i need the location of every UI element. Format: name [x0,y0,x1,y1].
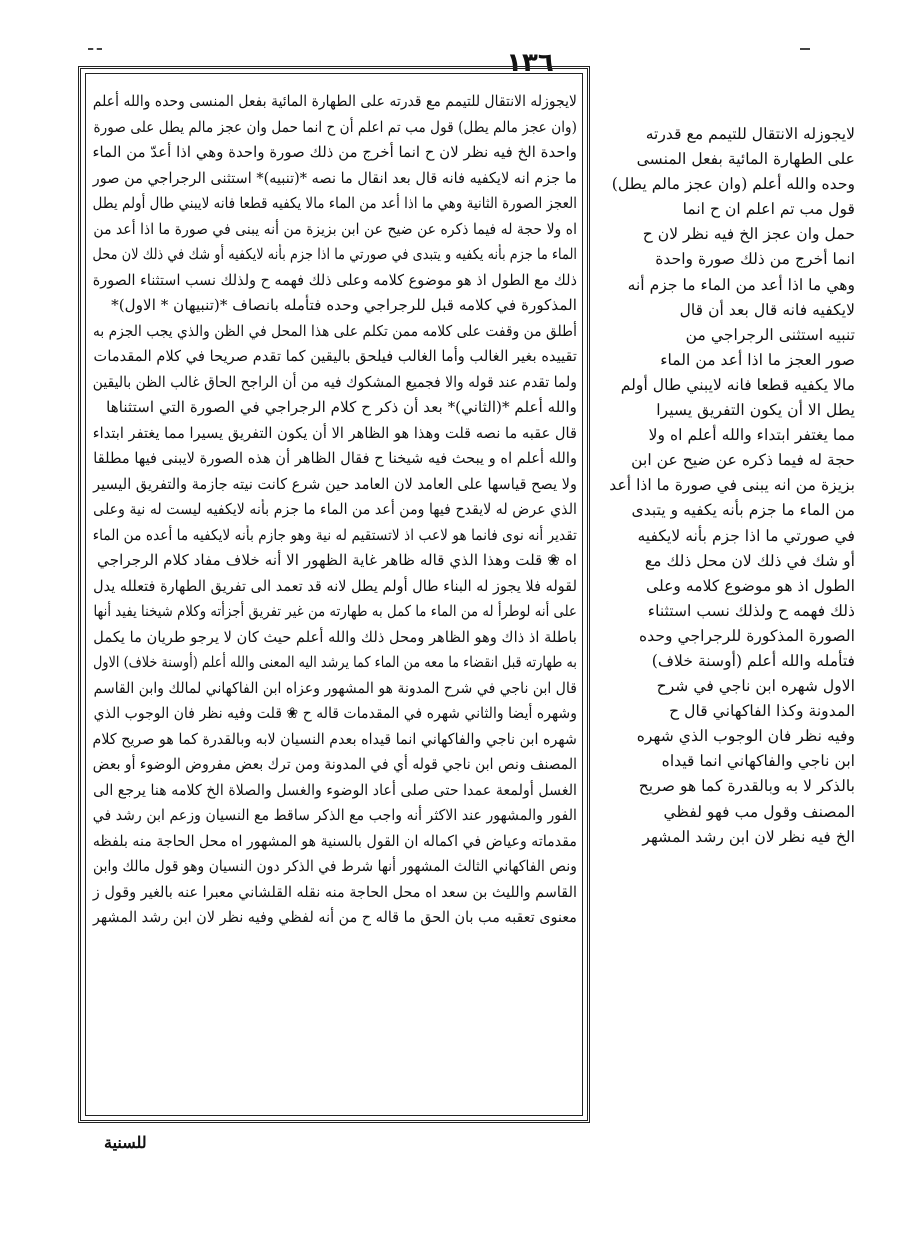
commentary-line: مما يغتفر ابتداء والله أعلم اه ولا [648,426,855,445]
main-text-line: اه ولا حجة له فيما ذكره عن ضيح عن ابن بزيزة من أنه يبنى في صورة ما اذا أعد من [93,219,577,238]
commentary-line: بالذكر لا به وبالقدرة كما هو صريح [638,777,855,796]
catchword: للسنية [104,1133,147,1152]
main-text-line: الذي عرض له لايقدح فيها ومن أعد من الماء ما جزم بأنه لايكفيه ليست له نية وعلى [93,500,577,518]
main-text-line: ما جزم انه لايكفيه فانه قال بعد انقال ما نصه *(تنبيه)* استثنى الرجراجي من صور [92,168,577,187]
main-text-line: المصنف ونص ابن ناجي قوله أي في المدونة ومن ترك بعض مفروض الوضوء أو بعض [92,755,578,773]
commentary-line: لايكفيه فانه قال بعد أن قال [679,300,855,319]
commentary-line: انما أخرج من ذلك صورة واحدة [655,250,855,269]
top-right-dash [800,48,810,50]
commentary-line: حمل وان عجز الخ فيه نظر لان ح [642,225,855,244]
commentary-line: الصورة المذكورة للرجراجي وحده [639,626,855,645]
main-text-frame [78,66,590,1123]
main-text-line: معنوى تعقبه مب بان الحق ما قاله ح من أنه لفظي وفيه نظر لان ابن رشد المشهر [92,908,577,926]
commentary-line: المصنف وقول مب فهو لفظي [663,802,855,821]
main-text-line: مقدماته وعياض في اكماله ان القول بالسنية هو المشهور اه محل الحاجة منه بلفظه [92,831,577,850]
commentary-line: وفيه نظر فان الوجوب الذي شهره [636,727,855,746]
commentary-line: يطل الا أن يكون التفريق يسيرا [656,401,855,420]
main-text-line: الغسل أولمعة عمدا حتى صلى أعاد الوضوء والغسل والصلاة الخ كلامه هنا يرجع الى [93,780,577,799]
main-text-line: ونص الفاكهاني الثالث المشهور أنها شرط في الذكر دون النسيان وهو قول مالك وابن [92,857,577,875]
commentary-line: وحده والله أعلم (وان عجز مالم يطل) [611,175,855,194]
top-left-dash [88,48,102,50]
main-text-line: العجز الصورة الثانية وهي ما اذا أعد من الماء مالا يكفيه قطعا فانه لايبني طال أولم يطل [92,194,577,212]
commentary-line: الخ فيه نظر لان ابن رشد المشهر [642,827,855,846]
main-text-line: تقييده بغير الغالب وأما الغالب فيلحق باليقين كما تقدم صريحا في كلام المقدمات [93,347,577,365]
main-text-line: قال ابن ناجي في شرح المدونة هو المشهور وعزاه ابن الفاكهاني لمالك وابن القاسم [93,678,577,697]
main-text-line: واحدة الخ فيه نظر لان ح انما أخرج من ذلك صورة واحدة وهي اذا أعدّ من الماء [92,143,577,161]
main-text-block [93,89,577,1108]
commentary-line: في صورتي ما اذا جزم بأنه لايكفيه [637,526,855,545]
commentary-line: وهي ما اذا أعد من الماء ما جزم أنه [627,275,855,294]
commentary-line: الاول شهره ابن ناجي في شرح [656,677,855,696]
main-text-line: الماء ما جزم بأنه يكفيه و يتبدى في صورتي ما اذا جزم بأنه لايكفيه أو شك في ذلك لان محل [92,245,578,263]
commentary-line: من الماء ما جزم بأنه يكفيه و يتبدى [631,501,855,520]
commentary-line: ابن ناجي والفاكهاني انما قيداه [661,752,855,771]
main-text-line: لقوله فلا يجوز له البناء طال أولم يطل لانه قد تعمد الى تفريق الطهارة فتعلله يدل [93,576,578,595]
commentary-line: الطول اذ هو موضوع كلامه وعلى [645,576,855,595]
commentary-line: على الطهارة المائية بفعل المنسى [636,150,855,169]
commentary-line: بزيزة من انه يبنى في صورة ما اذا أعد [609,476,855,495]
main-text-line: شهره ابن ناجي والفاكهاني انما قيداه بعدم النسيان لابه وبالقدرة كما هو صريح كلام [92,729,577,748]
commentary-line: المدونة وكذا الفاكهاني قال ح [669,702,855,721]
main-text-line: باطلة اذ ذاك وهو الظاهر ومحل ذلك والله أعلم حيث كان لا يرجو طريان ما يكمل [93,627,577,646]
commentary-line: ذلك فهمه ح ولذلك نسب استثناء [647,601,855,620]
main-text-line: اه ❀ قلت وهذا الذي قاله ظاهر غاية الظهور الا أنه خلاف مفاد كلام الرجراجي [97,551,577,569]
commentary-line: فتأمله والله أعلم (أوسنة خلاف) [651,651,855,670]
main-text-line: ولا يصح قياسها على العامد لان العامد حين شرع كانت نيته جازمة والتفريق اليسير [93,474,577,493]
main-text-line: قال عقبه ما نصه قلت وهذا هو الظاهر الا أن يكون التفريق يسيرا مما يغتفر ابتداء [92,423,577,442]
main-text-line: أطلق من وقفت على كلامه ممن تكلم على هذا المحل في الظن والذي يجب الجزم به [92,321,577,340]
page-number: ١٣٦ [506,48,554,78]
margin-commentary [605,122,855,846]
main-text-line: والله أعلم *(الثاني)* بعد أن ذكر ح كلام الرجراجي في الصورة التي استثناها [106,398,577,416]
commentary-line: قول مب تم اعلم ان ح انما [682,200,855,219]
main-text-line: المذكورة في كلامه قبل للرجراجي وحده فتأمله بانصاف *(تنبيهان * الاول)* [111,296,577,314]
commentary-line: لايجوزله الانتقال للتيمم مع قدرته [645,125,855,143]
commentary-line: صور العجز ما اذا أعد من الماء [660,350,855,369]
main-text-line: الفور والمشهور عند الاكثر أنه واجب مع الذكر ساقط مع النسيان وزعم ابن رشد في [92,806,578,824]
commentary-line: حجة له فيما ذكره عن ضيح عن ابن [631,451,855,470]
main-text-line: والله أعلم اه و يبحث فيه شيخنا ح فقال الظاهر أن هذه الصورة لايبنى فيها مطلقا [93,449,577,467]
main-text-line: تقدير أنه نوى فانما هو لاعب اذ لاتستقيم له نية وهو جازم بأنه لايكفيه ما أعده من الماء [92,525,577,544]
commentary-line: مالا يكفيه قطعا فانه لايبني طال أولم [620,375,855,394]
main-text-line: على أنه لوطرأ له من الماء ما كمل به طهارته من غير تفريق أجزأته وكلام شيخنا يفيد أنها [93,602,577,620]
main-text-line: لايجوزله الانتقال للتيمم مع قدرته على الطهارة المائية بفعل المنسى وحده والله أعلم [92,92,577,110]
main-text-line: (وان عجز مالم يطل) قول مب تم اعلم أن ح انما حمل وان عجز مالم يطل على صورة [93,117,577,136]
main-text-line: ذلك مع الطول اذ هو موضوع كلامه وعلى ذلك فهمه ح ولذلك نسب استثناء الصورة [92,270,577,289]
main-text-line: القاسم والليث بن سعد اه محل الحاجة منه نقله القلشاني معبرا عنه بالغير وقول ز [92,882,577,901]
main-text-line: وشهره أيضا والثاني شهره في المقدمات قاله ح ❀ قلت وفيه نظر فان الوجوب الذي [93,704,577,722]
main-text-line: ولما تقدم عند قوله والا فجميع المشكوك فيه من أن الراجح الحاق غالب الظن باليقين [92,372,578,391]
commentary-line: تنبيه استثنى الرجراجي من [685,325,855,344]
commentary-line: أو شك في ذلك لان محل ذلك مع [644,551,855,570]
main-text-line: به طهارته قبل انقضاء ما معه من الماء كما يرشد اليه المعنى والله أعلم (أوسنة خلاف) الاول [93,653,578,671]
